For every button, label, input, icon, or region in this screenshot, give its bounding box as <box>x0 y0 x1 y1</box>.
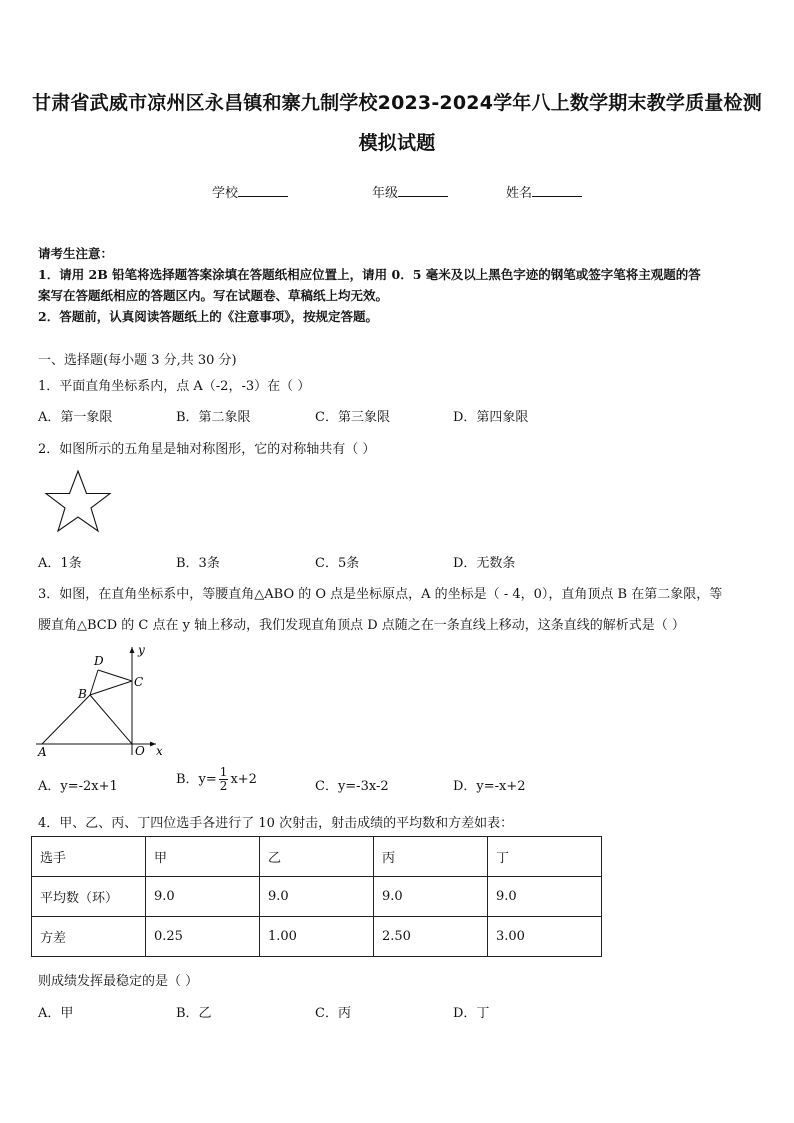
coordinate-figure <box>36 643 166 757</box>
label-a: A <box>38 745 47 757</box>
table-cell: 甲 <box>146 837 260 877</box>
table-cell: 选手 <box>32 837 146 877</box>
name-label: 姓名 <box>506 186 533 201</box>
table-row <box>32 917 602 957</box>
table-cell: 9.0 <box>146 877 260 917</box>
exam-title-line1: 甘肃省武威市凉州区永昌镇和寨九制学校2023-2024学年八上数学期末教学质量检测 <box>32 92 762 114</box>
label-c: C <box>134 675 144 689</box>
label-y: y <box>138 643 145 657</box>
fraction-numerator: 1 <box>219 765 228 779</box>
score-table <box>31 836 602 957</box>
table-cell: 0.25 <box>146 917 260 957</box>
grade-field[interactable] <box>372 182 448 201</box>
q3-option-b[interactable] <box>176 766 257 793</box>
table-cell: 9.0 <box>488 877 602 917</box>
notice-item2: 2．答题前，认真阅读答题纸上的《注意事项》，按规定答题。 <box>38 309 378 324</box>
fraction <box>219 766 229 793</box>
q4-option-a[interactable]: A．甲 <box>38 1006 74 1021</box>
table-cell: 平均数（环） <box>32 877 146 917</box>
q1-option-c[interactable]: C．第三象限 <box>315 410 390 425</box>
q4-question: 则成绩发挥最稳定的是（ ） <box>38 974 199 989</box>
notice-item1-line2: 案写在答题纸相应的答题区内。写在试题卷、草稿纸上均无效。 <box>38 288 389 303</box>
q4-stem: 4．甲、乙、丙、丁四位选手各进行了 10 次射击，射击成绩的平均数和方差如表： <box>38 816 514 831</box>
notice-heading: 请考生注意： <box>38 246 114 261</box>
table-cell: 丙 <box>374 837 488 877</box>
q3-stem-line1: 3．如图，在直角坐标系中，等腰直角△ABO 的 O 点是坐标原点，A 的坐标是（ - 4，0），直角顶点 B 在第二象限，等 <box>38 587 723 602</box>
q1-option-b[interactable]: B．第二象限 <box>176 410 251 425</box>
q3-option-c[interactable]: C．y=-3x-2 <box>315 779 389 794</box>
q1-option-a[interactable]: A．第一象限 <box>38 410 113 425</box>
table-cell: 3.00 <box>488 917 602 957</box>
q3-option-b-suffix: x+2 <box>230 772 257 787</box>
q2-stem: 2．如图所示的五角星是轴对称图形，它的对称轴共有（ ） <box>38 442 376 457</box>
q2-option-c[interactable]: C．5条 <box>315 556 360 571</box>
table-cell: 9.0 <box>374 877 488 917</box>
name-field[interactable] <box>506 182 582 201</box>
q2-option-a[interactable]: A．1条 <box>38 556 82 571</box>
label-d: D <box>94 654 104 668</box>
star-figure <box>44 469 112 535</box>
label-b: B <box>78 687 87 701</box>
q1-stem: 1．平面直角坐标系内，点 A（-2，-3）在（ ） <box>38 379 311 394</box>
table-cell: 乙 <box>260 837 374 877</box>
q2-option-d[interactable]: D．无数条 <box>453 556 516 571</box>
table-cell: 丁 <box>488 837 602 877</box>
table-cell: 2.50 <box>374 917 488 957</box>
fraction-denominator: 2 <box>219 779 228 793</box>
school-field[interactable] <box>212 182 288 201</box>
q4-option-c[interactable]: C．丙 <box>315 1006 351 1021</box>
label-o: O <box>135 744 145 757</box>
q4-option-d[interactable]: D．丁 <box>453 1006 490 1021</box>
q3-option-b-prefix: B．y= <box>176 772 217 787</box>
q1-option-d[interactable]: D．第四象限 <box>453 410 529 425</box>
label-x: x <box>156 744 163 757</box>
school-label: 学校 <box>212 186 239 201</box>
notice-item1-line1: 1．请用 2B 铅笔将选择题答案涂填在答题纸相应位置上，请用 0．5 毫米及以上黑色字迹的钢笔或签字笔将主观题的答 <box>38 267 701 282</box>
grade-label: 年级 <box>372 186 399 201</box>
q3-stem-line2: 腰直角△BCD 的 C 点在 y 轴上移动，我们发现直角顶点 D 点随之在一条直线上移动，这条直线的解析式是（ ） <box>38 618 685 633</box>
section1-heading: 一、选择题(每小题 3 分,共 30 分) <box>38 353 237 368</box>
q2-option-b[interactable]: B．3条 <box>176 556 220 571</box>
table-cell: 1.00 <box>260 917 374 957</box>
q3-option-a[interactable]: A．y=-2x+1 <box>38 779 118 794</box>
table-cell: 9.0 <box>260 877 374 917</box>
q4-option-b[interactable]: B．乙 <box>176 1006 212 1021</box>
q3-option-d[interactable]: D．y=-x+2 <box>453 779 526 794</box>
table-cell: 方差 <box>32 917 146 957</box>
table-row <box>32 837 602 877</box>
exam-title-line2: 模拟试题 <box>358 132 436 154</box>
table-row <box>32 877 602 917</box>
